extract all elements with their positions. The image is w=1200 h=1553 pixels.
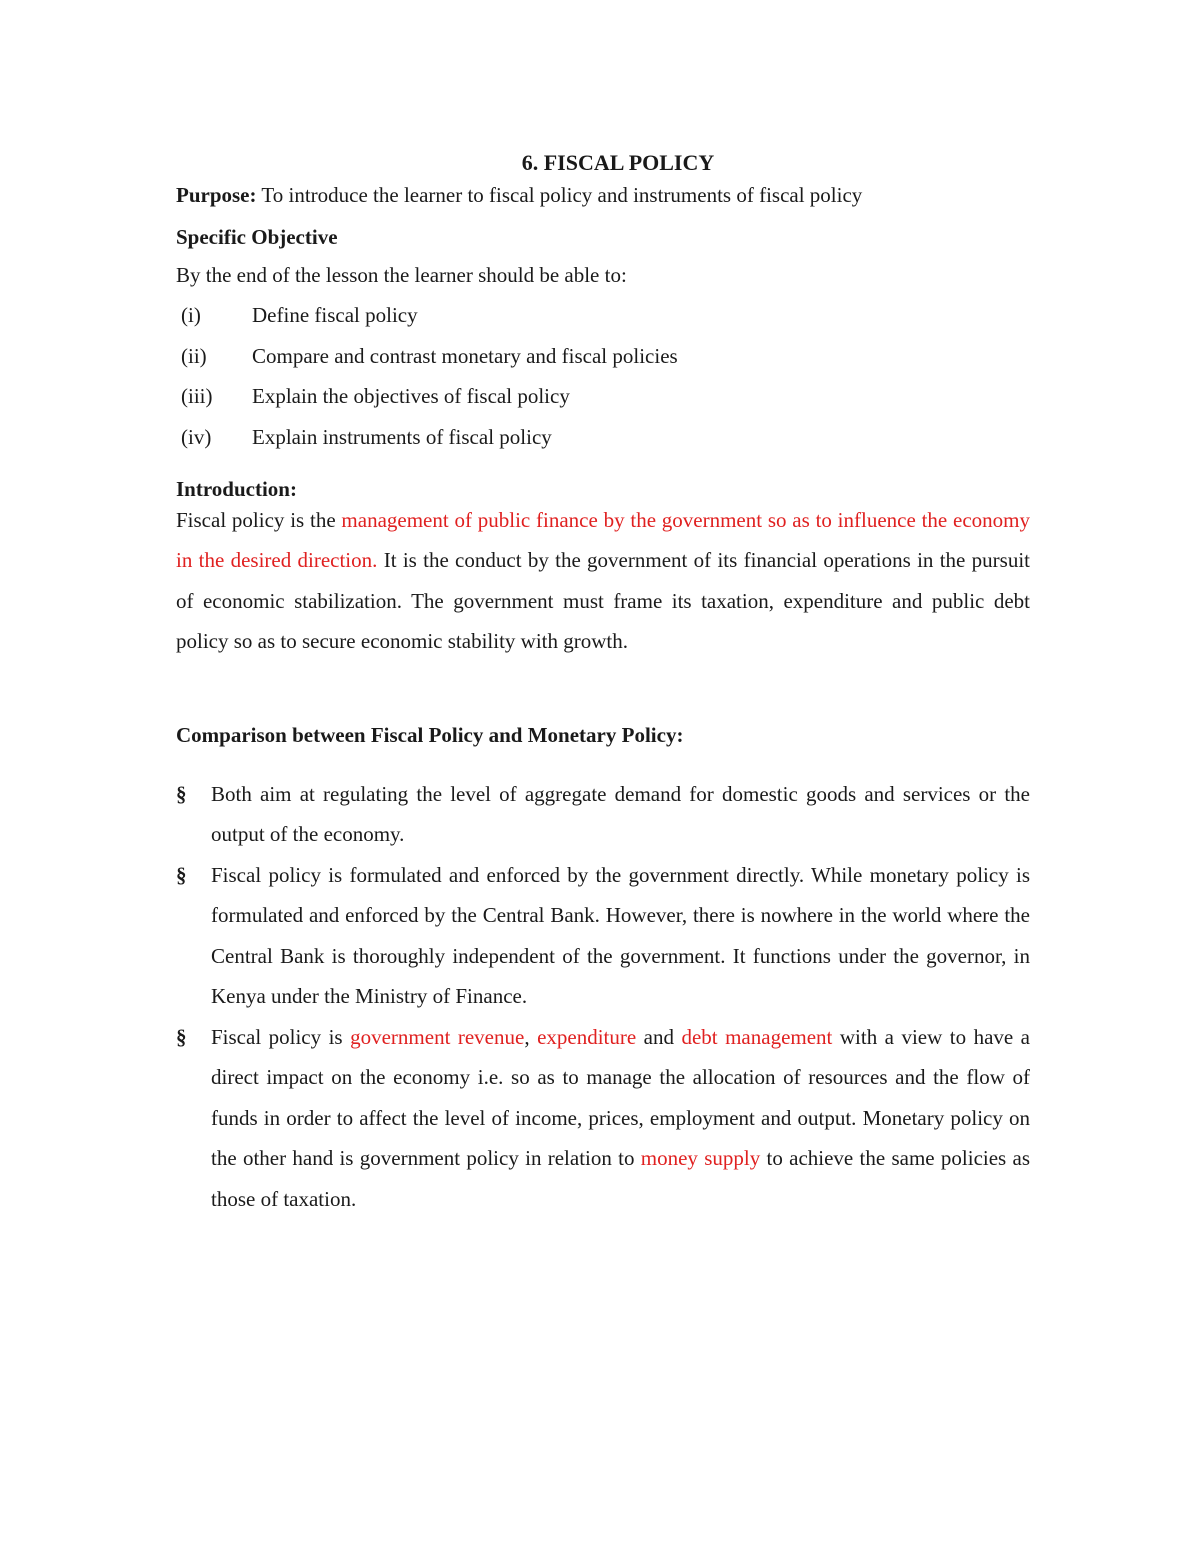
bullet-text-part: and [636, 1024, 682, 1049]
page-title: 6. FISCAL POLICY [521, 150, 715, 175]
purpose-text: To introduce the learner to fiscal policy and instruments of fiscal policy [256, 183, 863, 207]
list-item [176, 855, 1030, 1017]
highlight-money-supply: money supply [640, 1146, 761, 1170]
list-item [176, 300, 1030, 330]
highlight-debt-management: debt management [681, 1024, 833, 1049]
list-item-text: Explain instruments of fiscal policy [252, 424, 552, 449]
list-item-text: Define fiscal policy [252, 303, 418, 327]
objective-list [176, 300, 1030, 452]
list-item [176, 341, 1030, 371]
list-item-text: Compare and contrast monetary and fiscal policies [252, 343, 678, 368]
comparison-list [176, 774, 1030, 1220]
comparison-heading: Comparison between Fiscal Policy and Monetary Policy: [176, 722, 684, 747]
list-item [176, 1017, 1030, 1220]
introduction-paragraph [176, 500, 1030, 662]
list-item [176, 381, 1030, 411]
purpose-label: Purpose: [176, 183, 257, 207]
bullet-text-part: to achieve the same policies as those of taxation. [211, 1146, 1030, 1211]
purpose-line [176, 180, 1030, 210]
section-sign-icon: § [176, 1024, 187, 1049]
list-item-number: (iii) [181, 384, 213, 408]
bullet-text-part: Fiscal policy is [211, 1024, 351, 1049]
list-item-text: Explain the objectives of fiscal policy [252, 384, 570, 408]
intro-text-start: Fiscal policy is the [176, 507, 342, 532]
bullet-text: Both aim at regulating the level of aggregate demand for domestic goods and services or the output of the economy. [211, 781, 1030, 846]
intro-text-rest: It is the conduct by the government of its financial operations in the pursuit of economic stabilization. The government must frame its taxation, expenditure and public debt policy so as to secure economic stability with growth. [176, 548, 1030, 653]
intro-highlight: management of public finance by the government so as to influence the economy in the desired direction. [176, 507, 1030, 572]
list-item-number: (i) [181, 303, 201, 327]
section-sign-icon: § [176, 862, 187, 887]
list-item-number: (ii) [181, 343, 207, 368]
bullet-text [211, 1017, 1030, 1220]
list-item-number: (iv) [181, 424, 212, 449]
objective-intro: By the end of the lesson the learner should be able to: [176, 263, 627, 287]
list-item [176, 774, 1030, 855]
highlight-revenue: government revenue [350, 1024, 525, 1049]
objective-heading: Specific Objective [176, 225, 338, 249]
document-page [176, 148, 1030, 1219]
section-sign-icon: § [176, 781, 187, 806]
bullet-text: Fiscal policy is formulated and enforced by the government directly. While monetary policy is formulated and enforced by the Central Bank. However, there is nowhere in the world where the Central Bank is thoroughly independent of the government. It functions under the governor, in Kenya under the Ministry of Finance. [211, 862, 1030, 1008]
bullet-text-part: with a view to have a direct impact on the economy i.e. so as to manage the allocation of resources and the flow of funds in order to affect the level of income, prices, employment and output. Monetary policy on the other hand is government policy in relation to [211, 1024, 1031, 1170]
introduction-heading: Introduction: [176, 476, 297, 501]
bullet-text-part: , [524, 1024, 538, 1049]
list-item [176, 422, 1030, 452]
highlight-expenditure: expenditure [537, 1024, 637, 1049]
